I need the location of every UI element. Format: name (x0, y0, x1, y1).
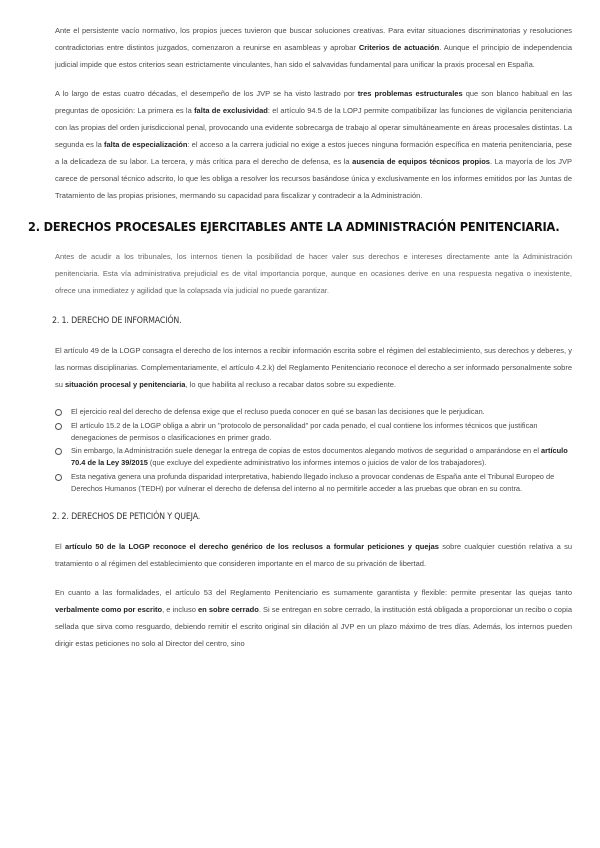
paragraph-articulo-50: El artículo 50 de la LOGP reconoce el derecho genérico de los reclusos a formular peticiones y quejas sobre cualquier cuestión relativa a su tratamiento o al régimen del establecimiento que consideren importante en el marco de su privación de libertad. (55, 541, 572, 568)
paragraph-criterios: Ante el persistente vacío normativo, los propios jueces tuvieron que buscar soluciones creativas. Para evitar situaciones discriminatorias y resoluciones contradictorias entre distintos juzgados, comenzaron a reunirse en asambleas y aprobar Criterios de actuación. Aunque el principio de independencia judicial impide que estos criterios sean estrictamente vinculantes, han sido el salvavidas fundamental para unificar la praxis procesal en España. (55, 26, 572, 69)
section-heading: 2. DERECHOS PROCESALES EJERCITABLES ANTE LA ADMINISTRACIÓN PENITENCIARIA. (28, 219, 560, 234)
paragraph-intro-section: Antes de acudir a los tribunales, los internos tienen la posibilidad de hacer valer sus derechos e intereses directamente ante la Administración penitenciaria. Esta vía administrativa prejudicial es de vital importancia porque, aunque en ocasiones derive en una respuesta negativa o inexistente, ofrece una inmediatez y agilidad que la colapsada vía judicial no puede garantizar. (55, 252, 572, 295)
paragraph-problemas-estructurales: A lo largo de estas cuatro décadas, el desempeño de los JVP se ha visto lastrado por tres problemas estructurales que son blanco habitual en las preguntas de oposición: La primera es la falta de exclusividad: el artículo 94.5 de la LOPJ permite compatibilizar las funciones de vigilancia penitenciaria con las propias del orden jurisdiccional penal, provocando una evidente sobrecarga de trabajo al operar simultáneamente en áreas procesales distintas. La segunda es la falta de especialización: el acceso a la carrera judicial no exige a estos jueces ninguna formación específica en materia penitenciaria, pese a la delicadeza de su labor. La tercera, y más crítica para el derecho de defensa, es la ausencia de equipos técnicos propios. La mayoría de los JVP carece de personal técnico adscrito, lo que les obliga a resolver los recursos basándose única y exclusivamente en los informes emitidos por las Juntas de Tratamiento de las propias prisiones, mermando su capacidad para fiscalizar y contradecir a la Administración. (55, 89, 572, 200)
list-item: Esta negativa genera una profunda disparidad interpretativa, habiendo llegado incluso a provocar condenas de España ante el Tribunal Europeo de Derechos Humanos (TEDH) por vulnerar el derecho de defensa del interno al no permitirle acceder a las pruebas que obran en su contra. (55, 471, 572, 495)
paragraph-formalidades: En cuanto a las formalidades, el artículo 53 del Reglamento Penitenciario es sumamente garantista y flexible: permite presentar las quejas tanto verbalmente como por escrito, e incluso en sobre cerrado. Si se entregan en sobre cerrado, la institución está obligada a proporcionar un recibo o copia sellada que sirva como resguardo, debiendo remitir el escrito original sin dilación al JVP en un plazo máximo de tres días. Además, los internos pueden dirigir estas peticiones no solo al Director del centro, sino (55, 587, 572, 648)
subsection-heading-informacion: 2. 1. DERECHO DE INFORMACIÓN. (52, 315, 182, 326)
circle-bullet-icon (55, 448, 62, 455)
circle-bullet-icon (55, 474, 62, 481)
circle-bullet-icon (55, 423, 62, 430)
list-item: Sin embargo, la Administración suele denegar la entrega de copias de estos documentos alegando motivos de seguridad o amparándose en el artículo 70.4 de la Ley 39/2015 (que excluye del expediente administrativo los informes internos o juicios de valor de los trabajadores). (55, 445, 572, 469)
subsection-heading-peticion-queja: 2. 2. DERECHOS DE PETICIÓN Y QUEJA. (52, 510, 201, 522)
bullet-list (55, 406, 572, 495)
circle-bullet-icon (55, 409, 62, 416)
list-item: El ejercicio real del derecho de defensa exige que el recluso pueda conocer en qué se basan las decisiones que le perjudican. (55, 406, 572, 418)
paragraph-derecho-informacion: El artículo 49 de la LOGP consagra el derecho de los internos a recibir información escrita sobre el régimen del establecimiento, sus derechos y deberes, y las normas disciplinarias. Complementariamente, el artículo 4.2.k) del Reglamento Penitenciario reconoce el derecho a ser informado personalmente sobre su situación procesal y penitenciaria, lo que habilita al recluso a recabar datos sobre su expediente. (55, 346, 572, 389)
list-item: El artículo 15.2 de la LOGP obliga a abrir un "protocolo de personalidad" por cada penado, el cual contiene los informes técnicos que justifican denegaciones de permisos o clasificaciones en primer grado. (55, 420, 572, 444)
